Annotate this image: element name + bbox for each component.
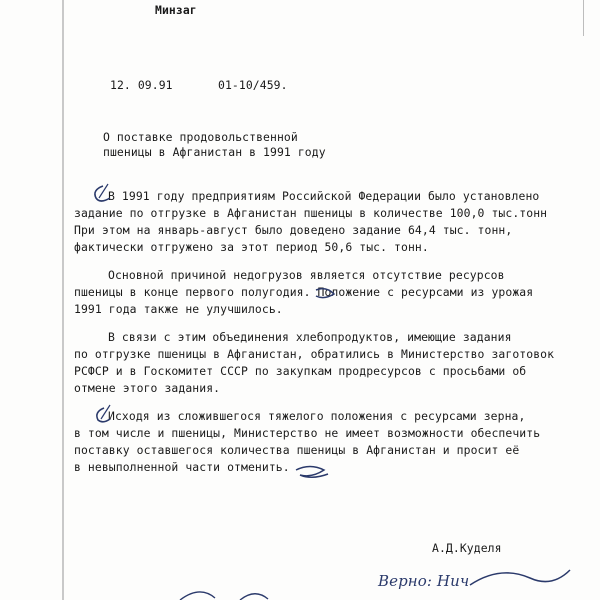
body-line: При этом на январь-август было доведено задание 64,4 тыс. тонн, — [74, 223, 513, 237]
addressee: Минзаг — [155, 3, 197, 17]
body-line: задание по отгрузке в Афганистан пшеницы в количестве 100,0 тыс.тонн — [74, 206, 548, 220]
handwritten-note: Верно: Нич — [378, 572, 470, 590]
paragraph-mark-end — [296, 467, 328, 478]
body-line: В 1991 году предприятиям Российской Федерации было установлено — [108, 189, 540, 203]
paragraph-mark-1b — [99, 184, 108, 198]
subject-line-2: пшеницы в Афганистан в 1991 году — [103, 145, 326, 159]
body-line: 1991 года также не улучшилось. — [74, 302, 283, 316]
subject-line-1: О поставке продовольственной — [103, 130, 298, 144]
body-line: пшеницы в конце первого полугодия. Положение с ресурсами из урожая — [74, 285, 534, 299]
body-line: РСФСР и в Госкомитет СССР по закупкам продресурсов с просьбами об — [74, 364, 527, 378]
signature-scribble — [180, 592, 268, 600]
body-line: отмене этого задания. — [74, 381, 221, 395]
body-line: в том числе и пшеницы, Министерство не имеет возможности обеспечить — [74, 426, 541, 440]
body-line: Исходя из сложившегося тяжелого положения с ресурсами зерна, — [108, 409, 526, 423]
body-line: Основной причиной недогрузов является отсутствие ресурсов — [108, 268, 505, 282]
signature-flourish — [470, 570, 570, 585]
body-line: в невыполненной части отменить. — [74, 460, 290, 474]
signatory-name: А.Д.Куделя — [432, 541, 502, 555]
body-line: В связи с этим объединения хлебопродуктов, имеющие задания — [108, 330, 512, 344]
letter-date: 12. 09.91 — [110, 78, 173, 92]
body-line: фактически отгружено за этот период 50,6 тыс. тонн. — [74, 240, 429, 254]
body-line: поставку оставшегося количества пшеницы в Афганистан и просит её — [74, 443, 520, 457]
paragraph-mark-2 — [316, 289, 334, 298]
paragraph-mark-3b — [101, 405, 110, 419]
body-line: по отгрузке пшеницы в Афганистан, обратились в Министерство заготовок — [74, 347, 555, 361]
letter-number: 01-10/459. — [218, 78, 288, 92]
